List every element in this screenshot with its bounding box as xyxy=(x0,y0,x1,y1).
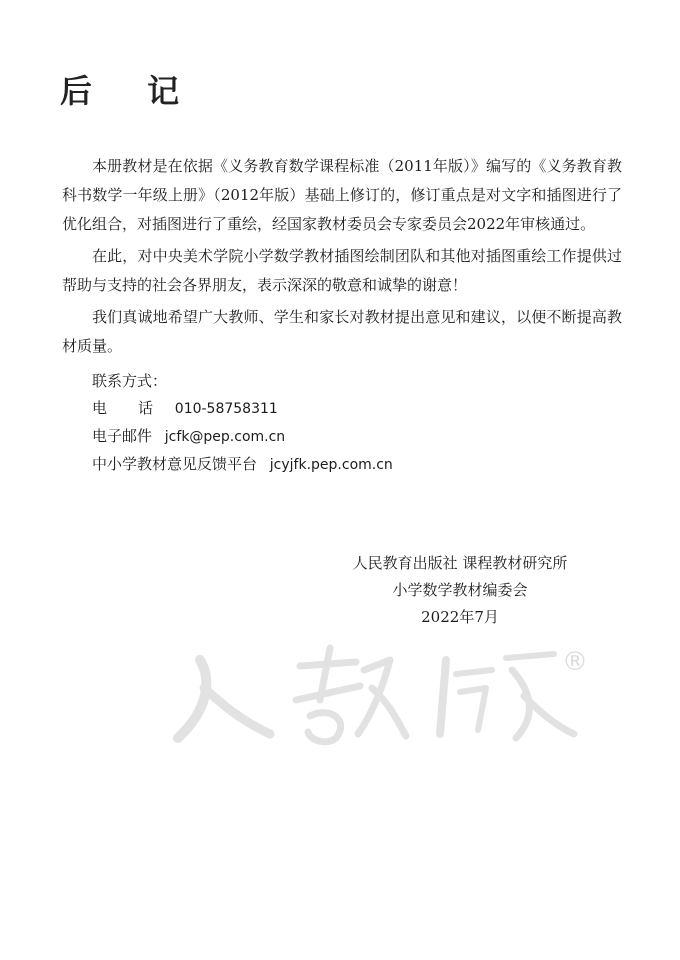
contact-phone-row xyxy=(92,395,393,423)
registered-mark: ® xyxy=(562,647,588,677)
paragraph-acknowledgement: 在此，对中央美术学院小学数学教材插图绘制团队和其他对插图重绘工作提供过帮助与支持的社会各界朋友，表示深深的敬意和诚挚的谢意！ xyxy=(62,247,622,294)
paragraph-feedback-request: 我们真诚地希望广大教师、学生和家长对教材提出意见和建议，以便不断提高教材质量。 xyxy=(62,308,622,355)
email-address[interactable]: jcfk@pep.com.cn xyxy=(164,429,286,445)
body-text xyxy=(62,152,622,364)
watermark-graphic xyxy=(160,630,600,750)
email-label: 电子邮件 xyxy=(92,427,153,445)
phone-label-char-1: 电 xyxy=(92,399,108,417)
platform-url[interactable]: jcyjfk.pep.com.cn xyxy=(269,457,393,473)
phone-label xyxy=(92,395,162,422)
contact-heading-row xyxy=(92,368,393,395)
contact-block xyxy=(92,368,393,479)
phone-number: 010-58758311 xyxy=(174,401,278,417)
phone-label-char-2: 话 xyxy=(138,399,154,417)
signature-committee: 小学数学教材编委会 xyxy=(392,581,528,599)
paragraph-revision-note: 本册教材是在依据《义务教育数学课程标准（2011年版）》编写的《义务教育教科书数学一年级上册》（2012年版）基础上修订的，修订重点是对文字和插图进行了优化组合，对插图进行了重绘，经国家教材委员会专家委员会2022年审核通过。 xyxy=(62,157,622,233)
signature-block xyxy=(330,550,590,631)
contact-platform-row xyxy=(92,451,393,479)
signature-date: 2022年7月 xyxy=(421,608,499,626)
contact-heading: 联系方式： xyxy=(92,372,168,390)
publisher-watermark-logo xyxy=(160,630,600,750)
page-title: 后 记 xyxy=(60,72,202,110)
contact-email-row xyxy=(92,423,393,451)
platform-label: 中小学教材意见反馈平台 xyxy=(92,455,258,473)
signature-publisher: 人民教育出版社 课程教材研究所 xyxy=(352,554,568,572)
